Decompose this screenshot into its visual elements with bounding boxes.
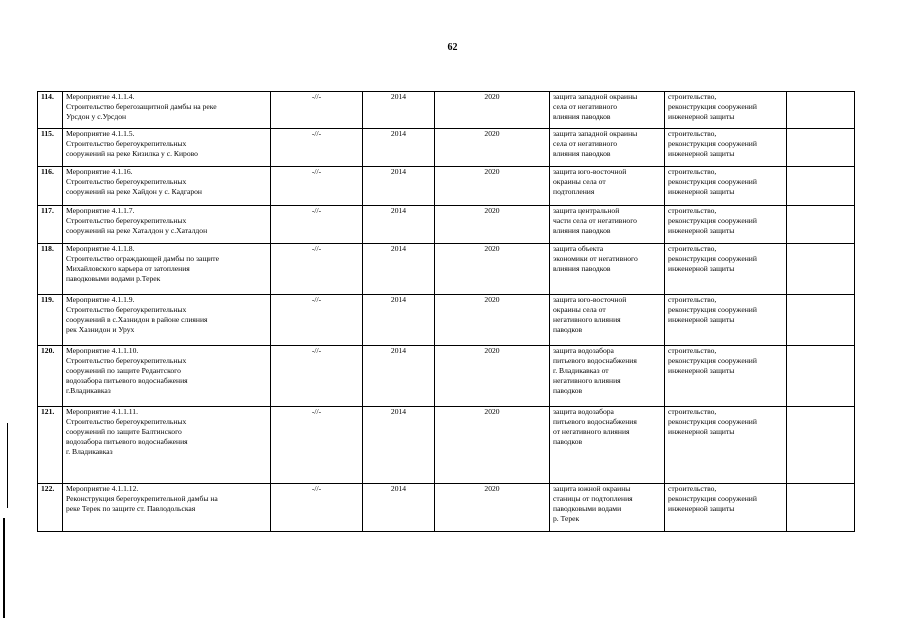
end-year: 2020 <box>435 206 550 244</box>
measure-type: строительство, реконструкция сооружений инженерной защиты <box>665 407 787 484</box>
start-year: 2014 <box>363 92 435 129</box>
measure-type: строительство, реконструкция сооружений инженерной защиты <box>665 206 787 244</box>
measure-name: Мероприятие 4.1.1.10. Строительство берегоукрепительных сооружений по защите Редантского водозабора питьевого водоснабжения г.Владикавказ <box>63 346 271 407</box>
executor: -//- <box>271 244 363 295</box>
end-year: 2020 <box>435 346 550 407</box>
measure-name: Мероприятие 4.1.1.7. Строительство берегоукрепительных сооружений на реке Хаталдон у с.Хаталдон <box>63 206 271 244</box>
measure-goal: защита юго-восточной окраины села от негативного влияния паводков <box>550 295 665 346</box>
measure-name: Мероприятие 4.1.16. Строительство берегоукрепительных сооружений на реке Хайдон у с. Кадгарон <box>63 167 271 206</box>
measure-goal: защита западной окраины села от негативного влияния паводков <box>550 92 665 129</box>
measure-name: Мероприятие 4.1.1.9. Строительство берегоукрепительных сооружений в с.Хазнидон в районе слияния рек Хазнидон и Урух <box>63 295 271 346</box>
notes-cell <box>787 167 855 206</box>
end-year: 2020 <box>435 167 550 206</box>
notes-cell <box>787 346 855 407</box>
start-year: 2014 <box>363 484 435 532</box>
row-number: 114. <box>38 92 63 129</box>
row-number: 118. <box>38 244 63 295</box>
executor: -//- <box>271 206 363 244</box>
end-year: 2020 <box>435 92 550 129</box>
measure-goal: защита водозабора питьевого водоснабжения г. Владикавказ от негативного влияния паводков <box>550 346 665 407</box>
table-row <box>38 206 855 244</box>
measure-goal: защита юго-восточной окраины села от подтопления <box>550 167 665 206</box>
row-number: 119. <box>38 295 63 346</box>
start-year: 2014 <box>363 206 435 244</box>
notes-cell <box>787 206 855 244</box>
executor: -//- <box>271 92 363 129</box>
row-number: 122. <box>38 484 63 532</box>
notes-cell <box>787 129 855 167</box>
notes-cell <box>787 407 855 484</box>
executor: -//- <box>271 484 363 532</box>
start-year: 2014 <box>363 129 435 167</box>
table-row <box>38 244 855 295</box>
end-year: 2020 <box>435 295 550 346</box>
start-year: 2014 <box>363 167 435 206</box>
row-number: 121. <box>38 407 63 484</box>
measure-goal: защита объекта экономики от негативного влияния паводков <box>550 244 665 295</box>
end-year: 2020 <box>435 129 550 167</box>
measure-type: строительство, реконструкция сооружений инженерной защиты <box>665 167 787 206</box>
table-row <box>38 484 855 532</box>
notes-cell <box>787 244 855 295</box>
measure-type: строительство, реконструкция сооружений инженерной защиты <box>665 346 787 407</box>
executor: -//- <box>271 129 363 167</box>
start-year: 2014 <box>363 244 435 295</box>
notes-cell <box>787 484 855 532</box>
measure-goal: защита водозабора питьевого водоснабжения от негативного влияния паводков <box>550 407 665 484</box>
measure-name: Мероприятие 4.1.1.5. Строительство берегоукрепительных сооружений на реке Кизилка у с. Кирово <box>63 129 271 167</box>
measure-type: строительство, реконструкция сооружений инженерной защиты <box>665 129 787 167</box>
notes-cell <box>787 295 855 346</box>
measure-name: Мероприятие 4.1.1.4. Строительство берегозащитной дамбы на реке Урсдон у с.Урсдон <box>63 92 271 129</box>
measure-goal: защита центральной части села от негативного влияния паводков <box>550 206 665 244</box>
measure-name: Мероприятие 4.1.1.8. Строительство ограждающей дамбы по защите Михайловского карьера от затопления паводковыми водами р.Терек <box>63 244 271 295</box>
measures-table <box>37 91 855 532</box>
row-number: 120. <box>38 346 63 407</box>
measure-type: строительство, реконструкция сооружений инженерной защиты <box>665 484 787 532</box>
measure-type: строительство, реконструкция сооружений инженерной защиты <box>665 244 787 295</box>
measure-goal: защита южной окраины станицы от подтопления паводковыми водами р. Терек <box>550 484 665 532</box>
page-number: 62 <box>447 42 458 53</box>
table-row <box>38 167 855 206</box>
table-row <box>38 92 855 129</box>
table-row <box>38 407 855 484</box>
start-year: 2014 <box>363 346 435 407</box>
measure-goal: защита западной окраины села от негативного влияния паводков <box>550 129 665 167</box>
table-row <box>38 295 855 346</box>
measure-name: Мероприятие 4.1.1.11. Строительство берегоукрепительных сооружений по защите Балтинского водозабора питьевого водоснабжения г. Владикавказ <box>63 407 271 484</box>
start-year: 2014 <box>363 407 435 484</box>
row-number: 115. <box>38 129 63 167</box>
table-row <box>38 346 855 407</box>
end-year: 2020 <box>435 407 550 484</box>
end-year: 2020 <box>435 484 550 532</box>
measure-type: строительство, реконструкция сооружений инженерной защиты <box>665 295 787 346</box>
table-row <box>38 129 855 167</box>
end-year: 2020 <box>435 244 550 295</box>
row-number: 116. <box>38 167 63 206</box>
measure-type: строительство, реконструкция сооружений инженерной защиты <box>665 92 787 129</box>
start-year: 2014 <box>363 295 435 346</box>
notes-cell <box>787 92 855 129</box>
executor: -//- <box>271 167 363 206</box>
executor: -//- <box>271 295 363 346</box>
executor: -//- <box>271 346 363 407</box>
left-margin-mark <box>7 423 8 508</box>
row-number: 117. <box>38 206 63 244</box>
measure-name: Мероприятие 4.1.1.12. Реконструкция берегоукрепительной дамбы на реке Терек по защите ст. Павлодольская <box>63 484 271 532</box>
executor: -//- <box>271 407 363 484</box>
left-margin-bar <box>3 518 5 618</box>
